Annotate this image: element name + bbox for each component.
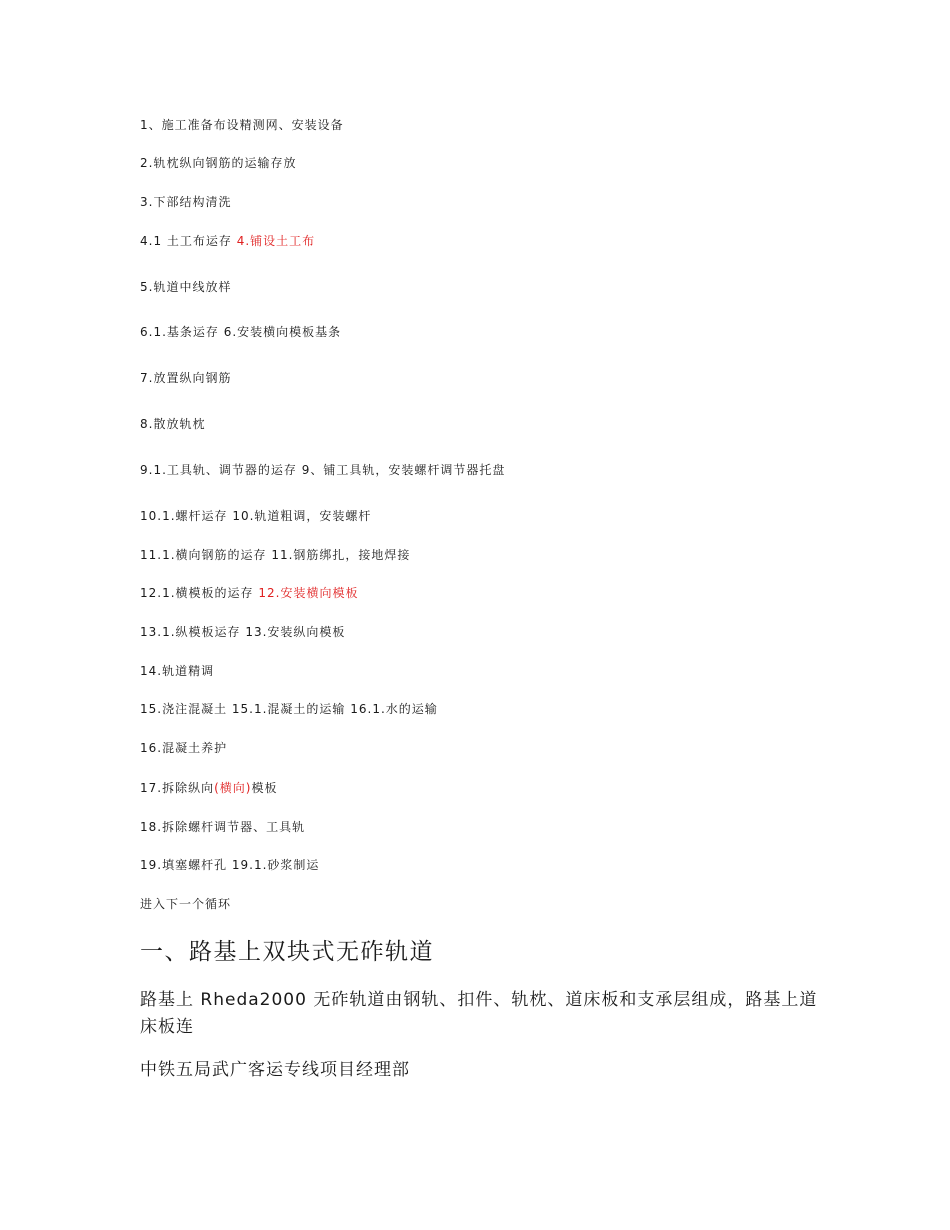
- step-5: 5.轨道中线放样: [140, 280, 232, 294]
- step-4-highlight: 4.铺设土工布: [236, 234, 316, 248]
- step-12: 12.1.横模板的运存 12.安装横向模板: [140, 586, 359, 600]
- step-3: 3.下部结构清洗: [140, 195, 232, 209]
- step-11: 11.1.横向钢筋的运存 11.钢筋绑扎，接地焊接: [140, 548, 411, 562]
- body-paragraph: 路基上 Rheda2000 无砟轨道由钢轨、扣件、轨枕、道床板和支承层组成，路基上道床板连: [140, 990, 818, 1037]
- step-10: 10.1.螺杆运存 10.轨道粗调，安装螺杆: [140, 509, 372, 523]
- step-4: 4.1 土工布运存 4.铺设土工布: [140, 234, 316, 248]
- step-19: 19.填塞螺杆孔 19.1.砂浆制运: [140, 858, 320, 872]
- step-17: 17.拆除纵向(横向)模板: [140, 781, 278, 795]
- step-16: 16.混凝土养护: [140, 741, 228, 755]
- step-1: 1、施工准备布设精测网、安装设备: [140, 118, 344, 132]
- step-6: 6.1.基条运存 6.安装横向模板基条: [140, 325, 342, 339]
- step-15: 15.浇注混凝土 15.1.混凝土的运输 16.1.水的运输: [140, 702, 438, 716]
- step-13: 13.1.纵模板运存 13.安装纵向模板: [140, 625, 346, 639]
- step-17-highlight: (横向): [214, 781, 252, 795]
- step-18: 18.拆除螺杆调节器、工具轨: [140, 820, 306, 834]
- step-12-highlight: 12.安装横向模板: [258, 586, 359, 600]
- step-2: 2.轨枕纵向钢筋的运输存放: [140, 156, 297, 170]
- step-9: 9.1.工具轨、调节器的运存 9、铺工具轨，安装螺杆调节器托盘: [140, 463, 506, 477]
- next-cycle: 进入下一个循环: [140, 897, 232, 911]
- step-7: 7.放置纵向钢筋: [140, 371, 232, 385]
- section-heading: 一、路基上双块式无砟轨道: [140, 939, 434, 965]
- footer-organization: 中铁五局武广客运专线项目经理部: [140, 1060, 410, 1080]
- step-14: 14.轨道精调: [140, 664, 215, 678]
- step-8: 8.散放轨枕: [140, 417, 206, 431]
